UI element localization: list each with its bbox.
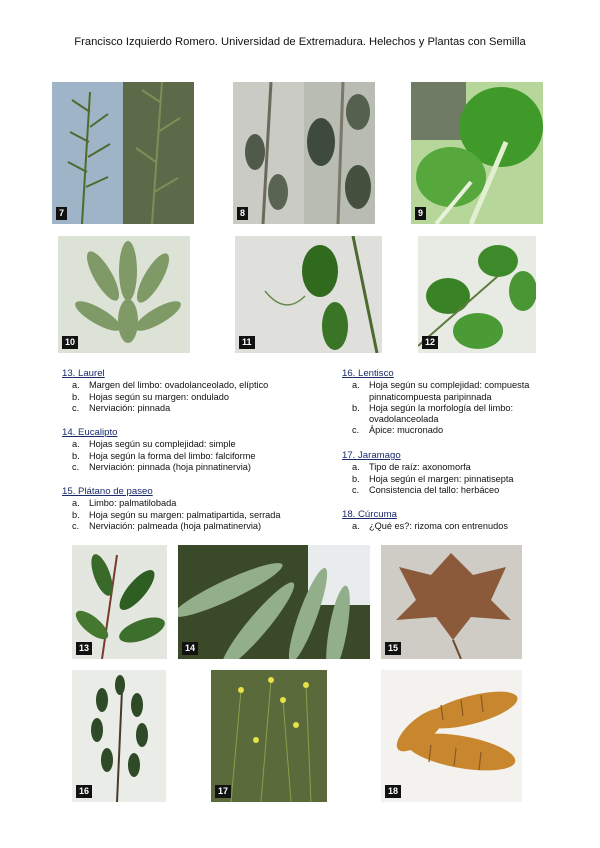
section-title: 17. Jaramago xyxy=(342,450,401,461)
photo-number-badge: 15 xyxy=(385,642,401,655)
list-item: Limbo: palmatilobada xyxy=(89,498,177,509)
list-item: Hoja según la forma del limbo: falciforme xyxy=(89,450,256,461)
list-item: Hoja según su complejidad: compuesta pinnaticompuesta paripinnada xyxy=(369,380,530,402)
section-title: 14. Eucalipto xyxy=(62,427,118,438)
jaramago-photo xyxy=(211,670,327,802)
plane-tree-leaf-photo xyxy=(381,545,522,659)
section-title: 15. Plátano de paseo xyxy=(62,486,153,497)
silver-leaf-photo xyxy=(233,82,375,224)
list-item: Ápice: mucronado xyxy=(369,425,444,436)
section-title: 13. Laurel xyxy=(62,368,105,379)
photo-number-badge: 8 xyxy=(237,207,248,220)
trifoliate-leaf-photo xyxy=(418,236,536,353)
section-jaramago xyxy=(342,450,552,496)
section-eucalipto xyxy=(62,427,334,473)
tendril-leaf-photo xyxy=(235,236,382,353)
list-item: Nerviación: pinnada xyxy=(89,402,171,413)
photo-number-badge: 14 xyxy=(182,642,198,655)
page-header: Francisco Izquierdo Romero. Universidad de Extremadura. Helechos y Plantas con Semilla xyxy=(74,36,526,48)
curcuma-photo xyxy=(381,670,522,802)
list-item: Consistencia del tallo: herbáceo xyxy=(369,484,500,495)
photo-number-badge: 12 xyxy=(422,336,438,349)
list-item: Hojas según su margen: ondulado xyxy=(89,391,229,402)
lentisco-photo xyxy=(72,670,166,802)
round-leaf-photo xyxy=(411,82,543,224)
photo-number-badge: 18 xyxy=(385,785,401,798)
photo-number-badge: 16 xyxy=(76,785,92,798)
lupine-leaf-photo xyxy=(58,236,190,353)
list-item: Hoja según su margen: palmatipartida, serrada xyxy=(89,509,281,520)
list-item: Hojas según su complejidad: simple xyxy=(89,439,236,450)
list-item: ¿Qué es?: rizoma con entrenudos xyxy=(369,521,508,532)
section-title: 16. Lentisco xyxy=(342,368,394,379)
eucalyptus-photo xyxy=(178,545,370,659)
section-lentisco xyxy=(342,368,552,437)
laurel-photo xyxy=(72,545,167,659)
photo-number-badge: 13 xyxy=(76,642,92,655)
list-item: Nerviación: pinnada (hoja pinnatinervia) xyxy=(89,461,251,472)
section-title: 18. Cúrcuma xyxy=(342,509,397,520)
photo-number-badge: 11 xyxy=(239,336,255,349)
list-item: Nerviación: palmeada (hoja palmatinervia) xyxy=(89,520,262,531)
list-item: Hoja según el margen: pinnatisepta xyxy=(369,473,514,484)
list-item: Tipo de raíz: axonomorfa xyxy=(369,462,471,473)
photo-number-badge: 17 xyxy=(215,785,231,798)
photo-number-badge: 10 xyxy=(62,336,78,349)
photo-number-badge: 7 xyxy=(56,207,67,220)
section-curcuma xyxy=(342,509,552,533)
rosemary-photo xyxy=(52,82,194,224)
photo-number-badge: 9 xyxy=(415,207,426,220)
section-platano xyxy=(62,486,334,532)
section-laurel xyxy=(62,368,334,414)
list-item: Margen del limbo: ovadolanceolado, elíptico xyxy=(89,380,269,391)
list-item: Hoja según la morfología del limbo: ovadolanceolada xyxy=(369,402,514,425)
